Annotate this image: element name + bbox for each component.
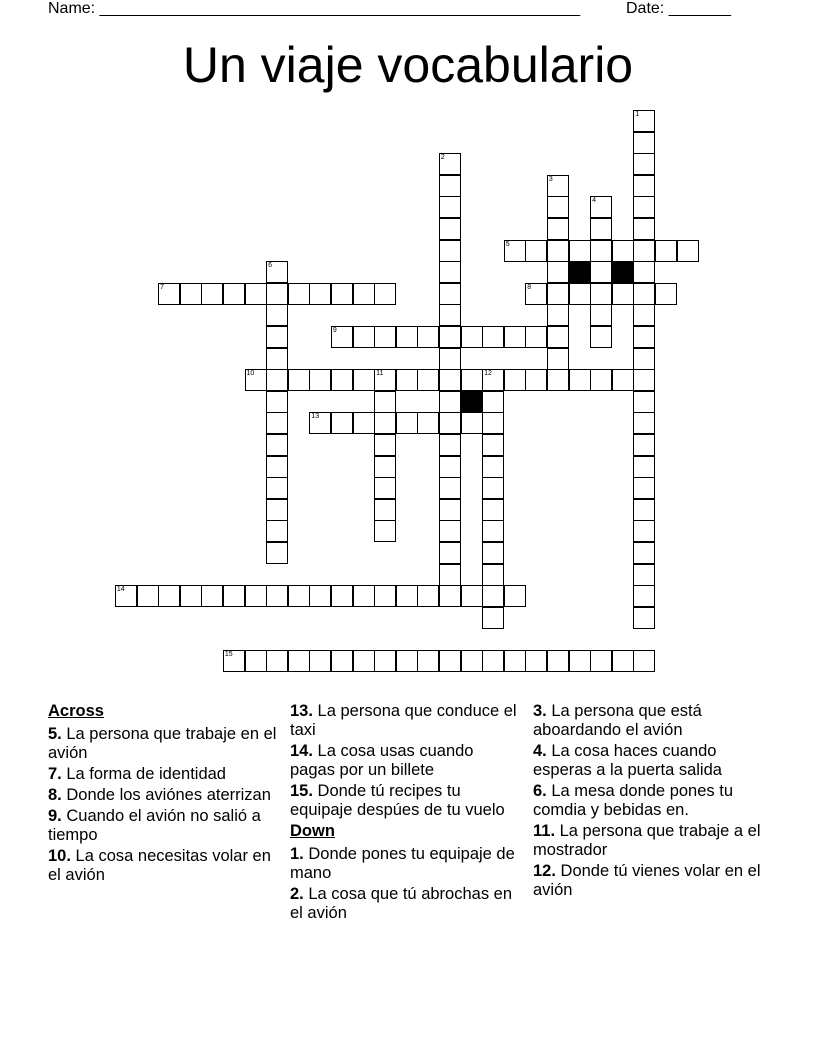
clues-column-1 <box>48 702 278 887</box>
clue-across-15: 15. Donde tú recipes tu equipaje despúes de tu vuelo <box>290 782 505 819</box>
crossword-cell[interactable] <box>331 283 353 305</box>
crossword-cell[interactable] <box>590 326 612 348</box>
clue-number: 10 <box>246 370 255 378</box>
down-heading: Down <box>290 822 335 840</box>
crossword-cell[interactable] <box>504 650 526 672</box>
crossword-cell[interactable] <box>223 650 245 672</box>
crossword-cell[interactable] <box>482 499 504 521</box>
clue-number: 7 <box>160 283 164 291</box>
crossword-cell[interactable] <box>569 240 591 262</box>
crossword-cell[interactable] <box>547 240 569 262</box>
crossword-cell[interactable] <box>590 218 612 240</box>
crossword-cell[interactable] <box>266 304 288 326</box>
clue-number: 8 <box>527 283 532 291</box>
crossword-cell[interactable] <box>633 240 655 262</box>
clue-number: 11 <box>376 370 384 378</box>
crossword-cell[interactable] <box>266 326 288 348</box>
crossword-cell[interactable] <box>482 434 504 456</box>
crossword-black-cell <box>461 391 483 413</box>
crossword-cell[interactable] <box>374 499 396 521</box>
crossword-cell[interactable] <box>439 412 461 434</box>
crossword-cell[interactable] <box>245 283 267 305</box>
clue-down-6: 6. La mesa donde pones tu comdia y bebidas en. <box>533 782 733 819</box>
crossword-cell[interactable] <box>504 326 526 348</box>
crossword-cell[interactable] <box>439 304 461 326</box>
crossword-cell[interactable] <box>223 585 245 607</box>
crossword-cell[interactable] <box>439 434 461 456</box>
crossword-cell[interactable] <box>353 650 375 672</box>
crossword-black-cell <box>569 261 591 283</box>
crossword-cell[interactable] <box>633 412 655 434</box>
clue-down-3: 3. La persona que está aboardando el avión <box>533 702 702 739</box>
crossword-cell[interactable] <box>547 261 569 283</box>
crossword-cell[interactable] <box>461 326 483 348</box>
crossword-cell[interactable] <box>374 369 396 391</box>
crossword-cell[interactable] <box>439 585 461 607</box>
clue-across-7: 7. La forma de identidad <box>48 765 226 783</box>
crossword-cell[interactable] <box>633 304 655 326</box>
crossword-cell[interactable] <box>309 369 331 391</box>
crossword-cell[interactable] <box>396 326 418 348</box>
crossword-cell[interactable] <box>201 283 223 305</box>
crossword-cell[interactable] <box>309 650 331 672</box>
crossword-cell[interactable] <box>655 240 677 262</box>
crossword-cell[interactable] <box>633 348 655 370</box>
clue-number: 5 <box>505 240 510 248</box>
crossword-cell[interactable] <box>525 650 547 672</box>
crossword-cell[interactable] <box>569 650 591 672</box>
crossword-cell[interactable] <box>482 456 504 478</box>
crossword-cell[interactable] <box>396 369 418 391</box>
crossword-cell[interactable] <box>525 369 547 391</box>
crossword-cell[interactable] <box>245 585 267 607</box>
clues-column-2 <box>290 702 520 925</box>
crossword-cell[interactable] <box>374 326 396 348</box>
crossword-cell[interactable] <box>439 153 461 175</box>
clue-down-1: 1. Donde pones tu equipaje de mano <box>290 845 515 882</box>
crossword-cell[interactable] <box>482 477 504 499</box>
crossword-cell[interactable] <box>461 650 483 672</box>
crossword-cell[interactable] <box>439 348 461 370</box>
crossword-cell[interactable] <box>482 520 504 542</box>
crossword-cell[interactable] <box>633 477 655 499</box>
crossword-cell[interactable] <box>266 369 288 391</box>
crossword-cell[interactable] <box>590 240 612 262</box>
crossword-cell[interactable] <box>266 412 288 434</box>
crossword-cell[interactable] <box>331 326 353 348</box>
clue-across-8: 8. Donde los aviónes aterrizan <box>48 786 271 804</box>
crossword-cell[interactable] <box>439 218 461 240</box>
crossword-cell[interactable] <box>417 585 439 607</box>
clue-number: 12 <box>484 370 492 378</box>
crossword-cell[interactable] <box>547 348 569 370</box>
crossword-cell[interactable] <box>374 650 396 672</box>
crossword-cell[interactable] <box>547 196 569 218</box>
crossword-cell[interactable] <box>547 218 569 240</box>
crossword-cell[interactable] <box>439 520 461 542</box>
crossword-cell[interactable] <box>245 650 267 672</box>
crossword-cell[interactable] <box>633 175 655 197</box>
crossword-cell[interactable] <box>266 650 288 672</box>
crossword-cell[interactable] <box>137 585 159 607</box>
crossword-cell[interactable] <box>482 542 504 564</box>
crossword-cell[interactable] <box>331 412 353 434</box>
crossword-cell[interactable] <box>439 477 461 499</box>
crossword-cell[interactable] <box>482 607 504 629</box>
crossword-cell[interactable] <box>633 369 655 391</box>
crossword-cell[interactable] <box>504 369 526 391</box>
clue-number: 6 <box>268 262 272 270</box>
crossword-cell[interactable] <box>633 153 655 175</box>
crossword-cell[interactable] <box>374 477 396 499</box>
crossword-cell[interactable] <box>245 369 267 391</box>
crossword-cell[interactable] <box>266 520 288 542</box>
crossword-cell[interactable] <box>461 412 483 434</box>
date-field-line: Date: _______ <box>626 0 731 17</box>
crossword-cell[interactable] <box>223 283 245 305</box>
crossword-cell[interactable] <box>633 110 655 132</box>
crossword-cell[interactable] <box>374 434 396 456</box>
crossword-cell[interactable] <box>374 283 396 305</box>
crossword-cell[interactable] <box>525 240 547 262</box>
crossword-cell[interactable] <box>353 412 375 434</box>
crossword-cell[interactable] <box>482 650 504 672</box>
crossword-cell[interactable] <box>439 499 461 521</box>
crossword-cell[interactable] <box>590 304 612 326</box>
crossword-cell[interactable] <box>633 607 655 629</box>
crossword-cell[interactable] <box>439 542 461 564</box>
name-field-line: Name: ______________________________________________________ <box>48 0 581 17</box>
crossword-cell[interactable] <box>201 585 223 607</box>
clue-number: 1 <box>635 110 640 118</box>
crossword-cell[interactable] <box>547 369 569 391</box>
clue-across-10: 10. La cosa necesitas volar en el avión <box>48 847 271 884</box>
crossword-cell[interactable] <box>677 240 699 262</box>
crossword-cell[interactable] <box>266 456 288 478</box>
crossword-cell[interactable] <box>158 283 180 305</box>
crossword-cell[interactable] <box>633 650 655 672</box>
crossword-cell[interactable] <box>353 283 375 305</box>
crossword-cell[interactable] <box>266 348 288 370</box>
crossword-cell[interactable] <box>331 369 353 391</box>
crossword-cell[interactable] <box>547 304 569 326</box>
crossword-cell[interactable] <box>158 585 180 607</box>
crossword-cell[interactable] <box>461 369 483 391</box>
crossword-cell[interactable] <box>417 326 439 348</box>
crossword-cell[interactable] <box>590 369 612 391</box>
crossword-cell[interactable] <box>633 283 655 305</box>
crossword-cell[interactable] <box>612 240 634 262</box>
clue-across-14: 14. La cosa usas cuando pagas por un billete <box>290 742 474 779</box>
crossword-cell[interactable] <box>266 477 288 499</box>
crossword-cell[interactable] <box>482 326 504 348</box>
clue-number: 15 <box>224 650 233 658</box>
crossword-cell[interactable] <box>633 434 655 456</box>
crossword-cell[interactable] <box>633 499 655 521</box>
page-title: Un viaje vocabulario <box>182 37 634 93</box>
crossword-cell[interactable] <box>417 369 439 391</box>
crossword-cell[interactable] <box>504 240 526 262</box>
crossword-cell[interactable] <box>461 585 483 607</box>
clue-number: 14 <box>116 586 125 594</box>
crossword-cell[interactable] <box>612 650 634 672</box>
clue-number: 2 <box>440 154 445 162</box>
crossword-cell[interactable] <box>633 196 655 218</box>
crossword-cell[interactable] <box>482 585 504 607</box>
clue-down-4: 4. La cosa haces cuando esperas a la puerta salida <box>533 742 722 779</box>
crossword-cell[interactable] <box>396 585 418 607</box>
clue-number: 13 <box>311 413 320 421</box>
crossword-cell[interactable] <box>525 326 547 348</box>
crossword-cell[interactable] <box>266 585 288 607</box>
crossword-cell[interactable] <box>612 283 634 305</box>
crossword-cell[interactable] <box>439 261 461 283</box>
crossword-cell[interactable] <box>331 650 353 672</box>
crossword-cell[interactable] <box>612 369 634 391</box>
crossword-cell[interactable] <box>633 585 655 607</box>
crossword-cell[interactable] <box>547 175 569 197</box>
crossword-cell[interactable] <box>115 585 137 607</box>
crossword-cell[interactable] <box>633 391 655 413</box>
crossword-cell[interactable] <box>331 585 353 607</box>
crossword-cell[interactable] <box>266 499 288 521</box>
clue-across-5: 5. La persona que trabaje en el avión <box>48 725 277 762</box>
crossword-cell[interactable] <box>309 283 331 305</box>
clue-down-2: 2. La cosa que tú abrochas en el avión <box>290 885 513 922</box>
crossword-cell[interactable] <box>309 585 331 607</box>
crossword-cell[interactable] <box>374 585 396 607</box>
crossword-cell[interactable] <box>569 283 591 305</box>
crossword-cell[interactable] <box>309 412 331 434</box>
crossword-cell[interactable] <box>504 585 526 607</box>
crossword-cell[interactable] <box>266 261 288 283</box>
crossword-cell[interactable] <box>288 585 310 607</box>
crossword-cell[interactable] <box>439 196 461 218</box>
crossword-cell[interactable] <box>353 369 375 391</box>
crossword-black-cell <box>612 261 634 283</box>
crossword-cell[interactable] <box>439 240 461 262</box>
across-heading: Across <box>48 702 104 720</box>
crossword-cell[interactable] <box>180 585 202 607</box>
crossword-cell[interactable] <box>633 456 655 478</box>
crossword-cell[interactable] <box>266 283 288 305</box>
crossword-cell[interactable] <box>569 369 591 391</box>
crossword-cell[interactable] <box>439 283 461 305</box>
crossword-cell[interactable] <box>439 175 461 197</box>
crossword-cell[interactable] <box>633 520 655 542</box>
crossword-cell[interactable] <box>439 369 461 391</box>
clue-number: 4 <box>592 197 596 205</box>
crossword-cell[interactable] <box>525 283 547 305</box>
crossword-cell[interactable] <box>439 326 461 348</box>
clue-down-12: 12. Donde tú vienes volar en el avión <box>533 862 761 899</box>
clue-down-11: 11. La persona que trabaje a el mostrador <box>533 822 761 859</box>
crossword-cell[interactable] <box>396 650 418 672</box>
clues-column-3 <box>533 702 763 902</box>
crossword-cell[interactable] <box>353 326 375 348</box>
crossword-cell[interactable] <box>353 585 375 607</box>
crossword-cell[interactable] <box>547 650 569 672</box>
crossword-cell[interactable] <box>266 434 288 456</box>
crossword-cell[interactable] <box>266 542 288 564</box>
clue-across-13: 13. La persona que conduce el taxi <box>290 702 517 739</box>
crossword-cell[interactable] <box>590 261 612 283</box>
crossword-cell[interactable] <box>633 261 655 283</box>
crossword-cell[interactable] <box>633 542 655 564</box>
crossword-cell[interactable] <box>417 650 439 672</box>
crossword-cell[interactable] <box>590 196 612 218</box>
crossword-cell[interactable] <box>633 132 655 154</box>
crossword-cell[interactable] <box>374 520 396 542</box>
clue-across-9: 9. Cuando el avión no salió a tiempo <box>48 807 261 844</box>
crossword-cell[interactable] <box>633 564 655 586</box>
crossword-cell[interactable] <box>180 283 202 305</box>
crossword-cell[interactable] <box>482 369 504 391</box>
crossword-cell[interactable] <box>633 218 655 240</box>
crossword-cell[interactable] <box>374 391 396 413</box>
crossword-cell[interactable] <box>633 326 655 348</box>
crossword-cell[interactable] <box>417 412 439 434</box>
crossword-cell[interactable] <box>590 283 612 305</box>
crossword-cell[interactable] <box>374 412 396 434</box>
clue-number: 3 <box>548 175 553 183</box>
crossword-cell[interactable] <box>288 369 310 391</box>
clue-number: 9 <box>332 326 337 334</box>
crossword-cell[interactable] <box>482 412 504 434</box>
crossword-cell[interactable] <box>439 650 461 672</box>
crossword-cell[interactable] <box>547 326 569 348</box>
crossword-cell[interactable] <box>439 391 461 413</box>
crossword-cell[interactable] <box>547 283 569 305</box>
crossword-cell[interactable] <box>655 283 677 305</box>
crossword-cell[interactable] <box>396 412 418 434</box>
crossword-cell[interactable] <box>439 564 461 586</box>
crossword-cell[interactable] <box>374 456 396 478</box>
crossword-cell[interactable] <box>590 650 612 672</box>
crossword-cell[interactable] <box>288 650 310 672</box>
crossword-cell[interactable] <box>288 283 310 305</box>
crossword-cell[interactable] <box>439 456 461 478</box>
crossword-cell[interactable] <box>482 564 504 586</box>
crossword-cell[interactable] <box>266 391 288 413</box>
crossword-cell[interactable] <box>482 391 504 413</box>
